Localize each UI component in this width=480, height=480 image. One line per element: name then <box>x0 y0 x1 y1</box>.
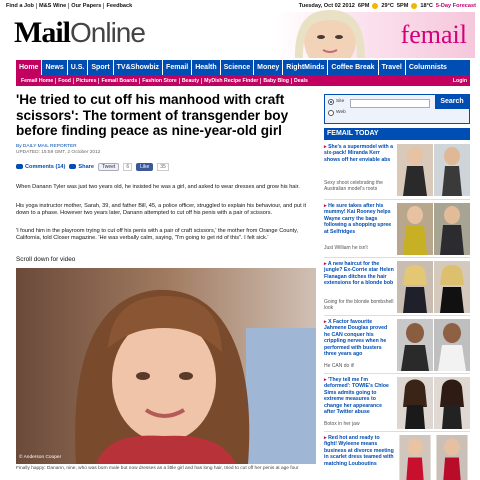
comments-link[interactable] <box>16 164 65 170</box>
article-paragraph-3: 'I found him in the playroom trying to cut off his penis with a pair of craft scissors,' the mother from Orange County, California, told Closer magazine. 'He was verbally calm, saying, "I'm going to get rid of this". I felt sick.' <box>16 228 299 241</box>
search-input[interactable] <box>350 99 430 108</box>
subnav-baby-blog[interactable]: Baby Blog <box>261 78 292 84</box>
weather-temp-2: 18°C <box>420 3 433 9</box>
scroll-down-for-video: Scroll down for video <box>16 256 76 263</box>
forecast-link[interactable]: 5-Day Forecast <box>435 3 476 9</box>
photo-credit: © Anderson Cooper <box>19 455 62 460</box>
nav-femail[interactable]: Femail <box>163 60 192 75</box>
radio-site[interactable] <box>328 99 334 105</box>
sidebar-story[interactable] <box>324 142 470 198</box>
femail-subnav <box>16 75 470 86</box>
arrow-icon: ▸ <box>324 319 327 325</box>
nav-columnists[interactable]: Columnists <box>408 64 447 71</box>
subnav-femail-home[interactable]: Femail Home <box>19 78 56 84</box>
sidebar-story[interactable] <box>324 259 470 315</box>
logo-mail: Mail <box>14 16 70 49</box>
article-headline: 'He tried to cut off his manhood with craft scissors': The torment of transgender boy before finding peace as nine-year-old girl <box>16 92 289 138</box>
login-link[interactable]: Login <box>452 77 467 84</box>
link-ms-wine[interactable]: M&S Wine <box>37 3 69 9</box>
link-find-a-job[interactable]: Find a Job <box>4 3 37 9</box>
share-link[interactable] <box>69 164 94 170</box>
byline-author[interactable]: By DAILY MAIL REPORTER <box>16 144 77 149</box>
story-thumbnail[interactable] <box>397 144 433 196</box>
comments-count: Comments (14) <box>25 163 66 170</box>
share-bar <box>16 162 316 171</box>
current-date: Tuesday, Oct 02 2012 <box>298 3 355 9</box>
story-subtext: He CAN do it! <box>324 363 355 369</box>
utility-links <box>4 3 134 9</box>
sidebar-story[interactable] <box>324 375 470 431</box>
sun-icon <box>372 3 378 9</box>
subnav-fashion-store[interactable]: Fashion Store <box>140 78 180 84</box>
arrow-icon: ▸ <box>324 144 327 150</box>
tweet-button[interactable]: Tweet <box>98 163 119 171</box>
story-divider <box>324 431 470 432</box>
masthead <box>0 12 480 58</box>
story-divider <box>324 315 470 316</box>
search-button[interactable]: Search <box>435 95 469 109</box>
link-feedback[interactable]: Feedback <box>106 3 133 9</box>
story-headline[interactable]: Red hot and ready to fight! Wyleene means business at divorce meeting in scarlet dress teamed with matching Louboutins <box>324 435 394 467</box>
article-photo <box>16 268 316 464</box>
nav-us[interactable]: U.S. <box>68 60 89 75</box>
model-face-image <box>285 10 375 58</box>
sun-icon <box>411 3 417 9</box>
radio-web[interactable] <box>328 110 334 116</box>
story-headline[interactable]: She's a supermodel with a six-pack! Miranda Kerr shows off her enviable abs <box>324 144 394 163</box>
story-thumbnail[interactable] <box>434 203 470 255</box>
nav-home[interactable]: Home <box>16 60 42 75</box>
story-thumbnail[interactable] <box>434 377 470 429</box>
main-nav <box>16 60 470 75</box>
story-thumbnail[interactable] <box>434 435 470 480</box>
story-divider <box>324 373 470 374</box>
weather-time-2: 5PM <box>396 3 409 9</box>
story-thumbnail[interactable] <box>434 144 470 196</box>
tweet-count: 6 <box>123 163 132 171</box>
like-count: 35 <box>157 163 169 171</box>
story-thumbnail[interactable] <box>397 261 433 313</box>
photo-caption: Finally happy: Danann, nine, who was born male but now dresses as a little girl and has long hair, tried to cut off her penis at age four <box>16 466 299 471</box>
sidebar-story[interactable] <box>324 433 470 479</box>
story-subtext: Going for the blonde bombshell look <box>324 299 394 311</box>
link-our-papers[interactable]: Our Papers <box>69 3 104 9</box>
article-paragraph-1: When Danann Tyler was just two years old, he insisted he was a girl, and asked to wear dresses and grow his hair. <box>16 184 300 190</box>
story-headline[interactable]: 'They tell me I'm deformed': TOWIE's Chloe Sims admits going to extreme measures to change her appearance after Twitter abuse <box>324 377 389 416</box>
story-headline[interactable]: He sure takes after his mummy! Kai Rooney helps Wayne carry the bags following a shopping spree at Selfridges <box>324 203 392 235</box>
nav-coffee-break[interactable]: Coffee Break <box>328 60 378 75</box>
sidebar-story[interactable] <box>324 201 470 257</box>
sidebar-story[interactable] <box>324 317 470 373</box>
nav-tv-showbiz[interactable]: TV&Showbiz <box>114 60 163 75</box>
subnav-food[interactable]: Food <box>56 78 74 84</box>
logo-online: Online <box>70 17 145 48</box>
story-thumbnail[interactable] <box>397 319 433 371</box>
radio-site-label: Site <box>336 99 345 104</box>
story-divider <box>324 257 470 258</box>
nav-health[interactable]: Health <box>192 60 220 75</box>
nav-science[interactable]: Science <box>221 60 254 75</box>
story-thumbnail[interactable] <box>397 377 433 429</box>
story-divider <box>324 199 470 200</box>
subnav-deals[interactable]: Deals <box>293 77 308 84</box>
weather-time-1: 6PM <box>357 3 370 9</box>
nav-money[interactable]: Money <box>254 60 283 75</box>
subnav-femail-boards[interactable]: Femail Boards <box>99 78 140 84</box>
byline-updated: UPDATED: 15:59 GMT, 2 October 2012 <box>16 150 101 155</box>
nav-news[interactable]: News <box>42 60 67 75</box>
subnav-beauty[interactable]: Beauty <box>180 78 202 84</box>
girl-photo-illustration <box>16 268 316 464</box>
femail-today-header: FEMAIL TODAY <box>324 128 470 140</box>
article-paragraph-2: His yoga instructor mother, Sarah, 39, and father Bill, 45, a police officer, struggled to explain his behaviour, and put it down to a phase. However two years later, Danann attempted to cut off his penis with a pair of scissors. <box>16 203 307 216</box>
arrow-icon: ▸ <box>324 203 327 209</box>
story-headline[interactable]: X Factor favourite Jahmene Douglas proved he CAN conquer his crippling nerves when he performed with busters three years ago <box>324 319 388 358</box>
radio-web-label: Web <box>336 110 346 115</box>
share-icon <box>69 164 76 169</box>
story-subtext: Just William he isn't <box>324 245 368 251</box>
arrow-icon: ▸ <box>324 261 327 267</box>
article-byline <box>16 144 100 156</box>
story-thumbnail[interactable] <box>397 435 433 480</box>
femail-promo-banner[interactable] <box>275 12 475 58</box>
weather-widget <box>299 3 476 9</box>
arrow-icon: ▸ <box>324 435 327 441</box>
story-subtext: Sexy shoot celebrating the Australian model's roots <box>324 180 383 192</box>
arrow-icon: ▸ <box>324 377 327 383</box>
story-thumbnail[interactable] <box>434 319 470 371</box>
story-thumbnail[interactable] <box>434 261 470 313</box>
story-subtext: Botox in her jaw <box>324 421 360 427</box>
weather-temp-1: 29°C <box>381 3 394 9</box>
nav-travel[interactable]: Travel <box>379 60 406 75</box>
like-button[interactable]: Like <box>136 163 153 171</box>
story-thumbnail[interactable] <box>397 203 433 255</box>
comment-bubble-icon <box>16 164 23 169</box>
nav-sport[interactable]: Sport <box>88 60 113 75</box>
femail-title: femail <box>400 20 467 49</box>
share-label: Share <box>78 163 94 170</box>
subnav-pictures[interactable]: Pictures <box>74 78 99 84</box>
nav-rightminds[interactable]: RightMinds <box>283 60 328 75</box>
top-utility-bar <box>0 0 480 12</box>
site-logo[interactable] <box>14 16 145 50</box>
story-headline[interactable]: A new haircut for the jungle? Ex-Corrie star Helen Flanagan ditches the hair extensions for a blonde bob <box>324 261 394 287</box>
subnav-mydish[interactable]: MyDish Recipe Finder <box>202 78 261 84</box>
